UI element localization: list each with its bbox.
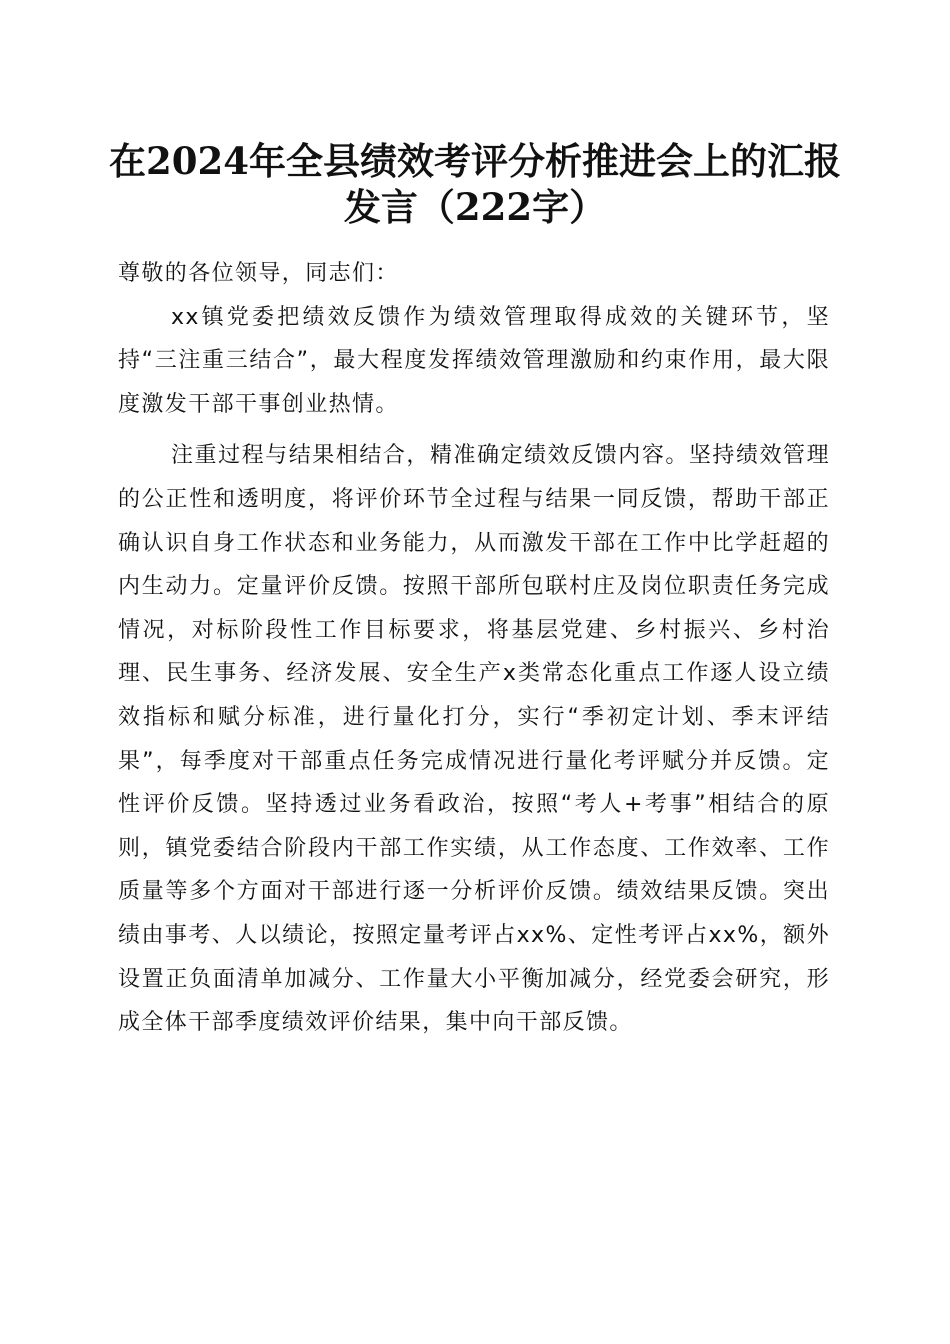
paragraph-intro: xx镇党委把绩效反馈作为绩效管理取得成效的关键环节，坚持“三注重三结合”，最大程度发挥绩效管理激励和约束作用，最大限度激发干部干事创业热情。: [118, 304, 830, 417]
salutation: 尊敬的各位领导，同志们：: [118, 261, 399, 286]
paragraph-main: 注重过程与结果相结合，精准确定绩效反馈内容。坚持绩效管理的公正性和透明度，将评价环节全过程与结果一同反馈，帮助干部正确认识自身工作状态和业务能力，从而激发干部在工作中比学赶超的内生动力。定量评价反馈。按照干部所包联村庄及岗位职责任务完成情况，对标阶段性工作目标要求，将基层党建、乡村振兴、乡村治理、民生事务、经济发展、安全生产x类常态化重点工作逐人设立绩效指标和赋分标准，进行量化打分，实行“季初定计划、季末评结果”，每季度对干部重点任务完成情况进行量化考评赋分并反馈。定性评价反馈。坚持透过业务看政治，按照“考人+考事”相结合的原则，镇党委结合阶段内干部工作实绩，从工作态度、工作效率、工作质量等多个方面对干部进行逐一分析评价反馈。绩效结果反馈。突出绩由事考、人以绩论，按照定量考评占xx%、定性考评占xx%，额外设置正负面清单加减分、工作量大小平衡加减分，经党委会研究，形成全体干部季度绩效评价结果，集中向干部反馈。: [118, 443, 830, 1036]
document-body: [118, 252, 830, 1045]
document-title-line-2: 发言（222字）: [343, 185, 607, 229]
document-title-line-1: 在2024年全县绩效考评分析推进会上的汇报: [109, 139, 841, 183]
